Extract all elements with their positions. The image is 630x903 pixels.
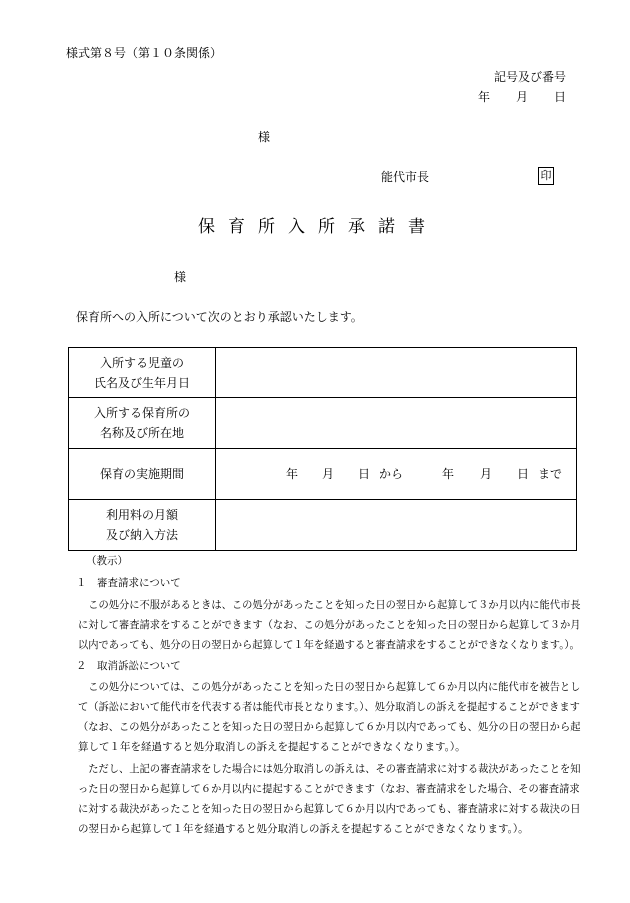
table-row [69,398,577,449]
issuer-title: 能代市長 [381,170,430,184]
date-line [478,89,566,105]
period-end-month: 月 [480,467,493,481]
label-line: 入所する保育所の [93,406,190,420]
document-title: 保育所入所承諾書 [198,217,438,237]
period-from: から [379,467,404,481]
document-number-label: 記号及び番号 [493,70,566,84]
intro-text: 保育所への入所について次のとおり承認いたします。 [76,310,363,324]
label-line: 入所する児童の [99,355,184,370]
note-line: 算して１年を経過すると処分取消しの訴えを提起することができなくなります。）。 [78,741,466,753]
table-row [69,449,577,500]
note-line: に対して審査請求をすることができます（なお、この処分があったことを知った日の翌日から起算して３か月 [78,619,581,631]
note-line: った日の翌日から起算して６か月以内に提起することができます（なお、審査請求をした場合、その審査請求 [78,783,580,795]
addressee-honorific: 様 [174,270,187,284]
note-line: 以内であっても、処分の日の翌日から起算して１年を経過すると審査請求をすることができなくなります。）。 [78,639,580,651]
form-number: 様式第８号（第１０条関係） [66,46,223,60]
period-end-day: 日 [517,467,530,481]
date-year: 年 [477,90,490,104]
period-start-day: 日 [358,467,371,481]
row-label-facility [69,398,216,449]
label-line: 名称及び所在地 [99,426,184,440]
row-label-period: 保育の実施期間 [69,449,216,500]
label-line: 氏名及び生年月日 [93,375,190,390]
notes-heading: （教示） [86,555,128,567]
info-table [68,347,577,551]
fee-field[interactable] [216,500,577,551]
period-end-year: 年 [442,467,455,481]
note-line: て（訴訟において能代市を代表する者は能代市長となります。）、処分取消しの訴えを提起することができます [78,701,580,713]
row-label-fee [69,500,216,551]
label-line: 利用料の月額 [105,508,178,522]
period-field[interactable] [216,449,577,500]
seal-mark: 印 [538,167,554,185]
period-start-month: 月 [322,467,335,481]
note-line: に対する裁決があったことを知った日の翌日から起算して６か月以内であっても、審査請求に対する裁決の日 [78,803,581,815]
note-line: （なお、この処分があったことを知った日の翌日から起算して６か月以内であっても、処分の日の翌日から起 [78,721,581,733]
date-month: 月 [515,90,528,104]
facility-field[interactable] [216,398,577,449]
period-start-year: 年 [286,467,299,481]
period-until: まで [538,467,563,481]
note-line: の翌日から起算して１年を経過すると処分取消しの訴えを提起することができなくなります。）。 [78,823,529,835]
row-label-child [69,348,216,398]
table-row [69,348,577,398]
note-section-title: １ 審査請求について [76,577,181,589]
table-row [69,500,577,551]
note-line: この処分については、この処分があったことを知った日の翌日から起算して６か月以内に能代市を被告とし [78,681,581,693]
child-name-field[interactable] [216,348,577,398]
note-line: ただし、上記の審査請求をした場合には処分取消しの訴えは、その審査請求に対する裁決があったことを知 [78,763,581,775]
date-day: 日 [553,90,566,104]
period-line [216,464,576,484]
addressee-honorific-top: 様 [258,130,271,144]
note-line: この処分に不服があるときは、この処分があったことを知った日の翌日から起算して３か月以内に能代市長 [78,599,581,611]
label-line: 及び納入方法 [105,528,178,542]
note-section-title: ２ 取消訴訟について [76,660,181,672]
